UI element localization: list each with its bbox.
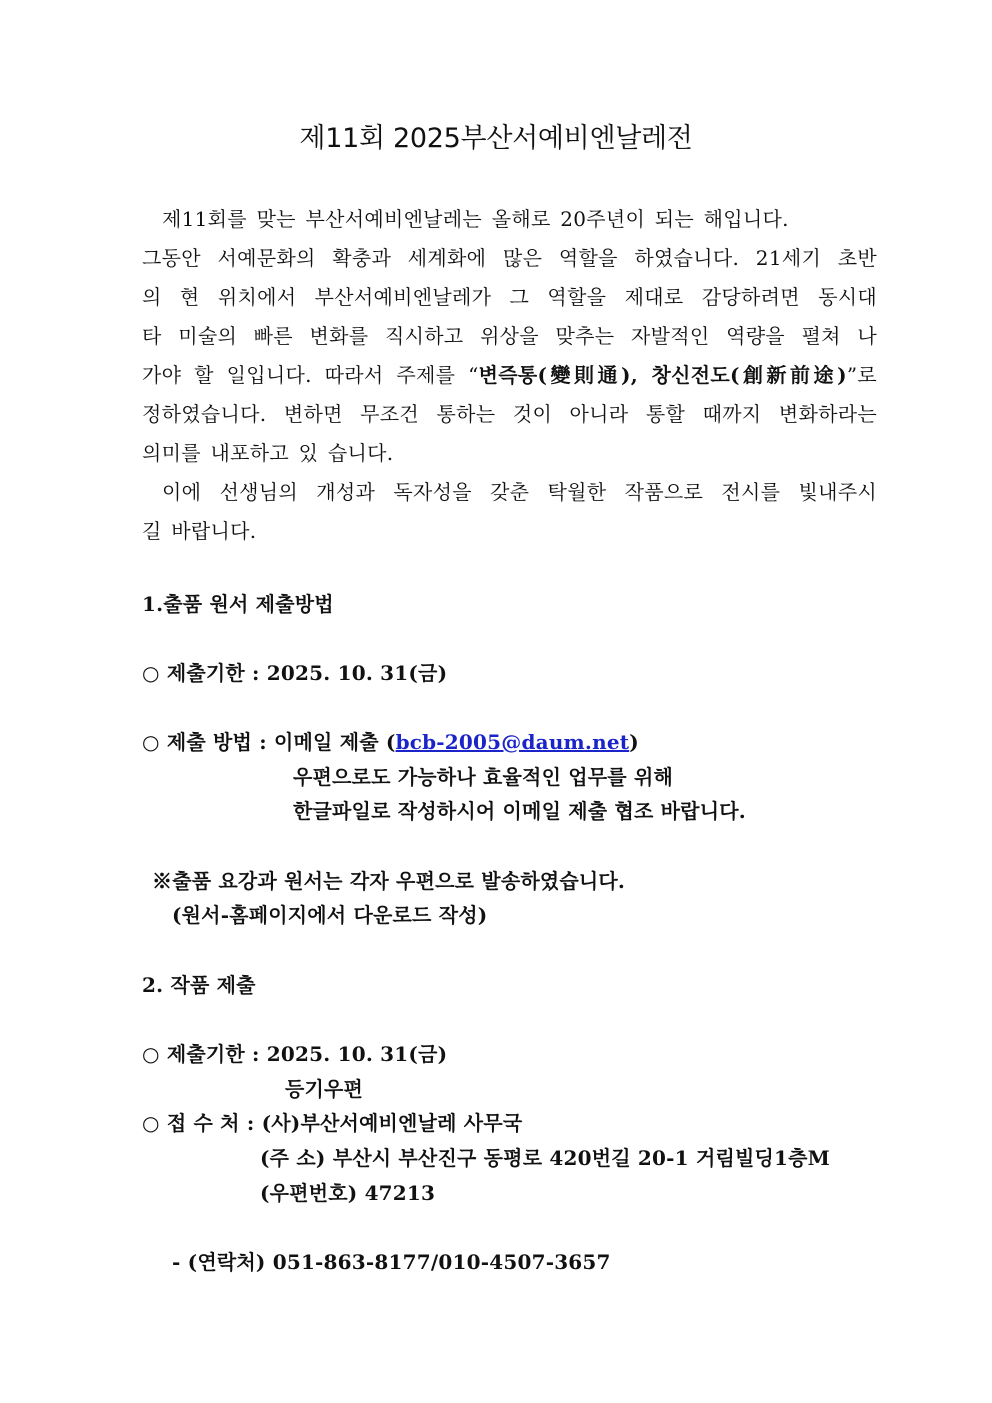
postcode: (우편번호) 47213: [260, 1181, 436, 1205]
address: (주 소) 부산시 부산진구 동평로 420번길 20-1 거림빌딩1층M: [260, 1146, 830, 1170]
note-text: ※출품 요강과 원서는 각자 우편으로 발송하였습니다.: [152, 869, 626, 893]
registered-mail: 등기우편: [285, 1077, 364, 1101]
receiver: ○ 접 수 처 : (사)부산서예비엔날레 사무국: [142, 1111, 523, 1135]
intro-theme-line: [142, 356, 877, 395]
intro-line: 의미를 내포하고 있 습니다.: [142, 441, 394, 465]
intro-line: 이에 선생님의 개성과 독자성을 갖춘 탁월한 작품으로 전시를 빛내주시: [162, 480, 877, 504]
work-deadline: ○ 제출기한 : 2025. 10. 31(금): [142, 1042, 448, 1066]
email-link[interactable]: bcb-2005@daum.net: [395, 730, 630, 754]
section2-heading: 2. 작품 제출: [142, 973, 256, 997]
intro-line: 타 미술의 빠른 변화를 직시하고 위상을 맞추는 자발적인 역량을 펼쳐 나: [142, 324, 877, 348]
intro-line: 길 바랍니다.: [142, 519, 257, 543]
theme-text: 변즉통(變則通), 창신전도(創新前途): [478, 363, 847, 387]
intro-paragraph: [142, 200, 877, 551]
page-title: 제11회 2025부산서예비엔날레전: [299, 123, 693, 154]
method-suffix: ): [629, 730, 639, 754]
note-text: (원서-홈페이지에서 다운로드 작성): [172, 903, 488, 927]
intro-line: 정하였습니다. 변하면 무조건 통하는 것이 아니라 통할 때까지 변화하라는: [142, 402, 877, 426]
intro-line: 제11회를 맞는 부산서예비엔날레는 올해로 20주년이 되는 해입니다.: [162, 207, 789, 231]
intro-text: ”로: [846, 363, 877, 387]
method-detail: 한글파일로 작성하시어 이메일 제출 협조 바랍니다.: [293, 799, 746, 823]
method-prefix: ○ 제출 방법 : 이메일 제출 (: [142, 730, 396, 754]
intro-line: 그동안 서예문화의 확충과 세계화에 많은 역할을 하였습니다. 21세기 초반: [142, 246, 877, 270]
section1-heading: 1.출품 원서 제출방법: [142, 592, 334, 616]
intro-text: 가야 할 일입니다. 따라서 주제를 “: [142, 363, 479, 387]
submission-deadline: ○ 제출기한 : 2025. 10. 31(금): [142, 661, 448, 685]
method-detail: 우편으로도 가능하나 효율적인 업무를 위해: [293, 765, 674, 789]
intro-line: 의 현 위치에서 부산서예비엔날레가 그 역할을 제대로 감당하려면 동시대: [142, 285, 877, 309]
submission-method: [142, 728, 639, 756]
contact: - (연락처) 051-863-8177/010-4507-3657: [172, 1250, 611, 1274]
